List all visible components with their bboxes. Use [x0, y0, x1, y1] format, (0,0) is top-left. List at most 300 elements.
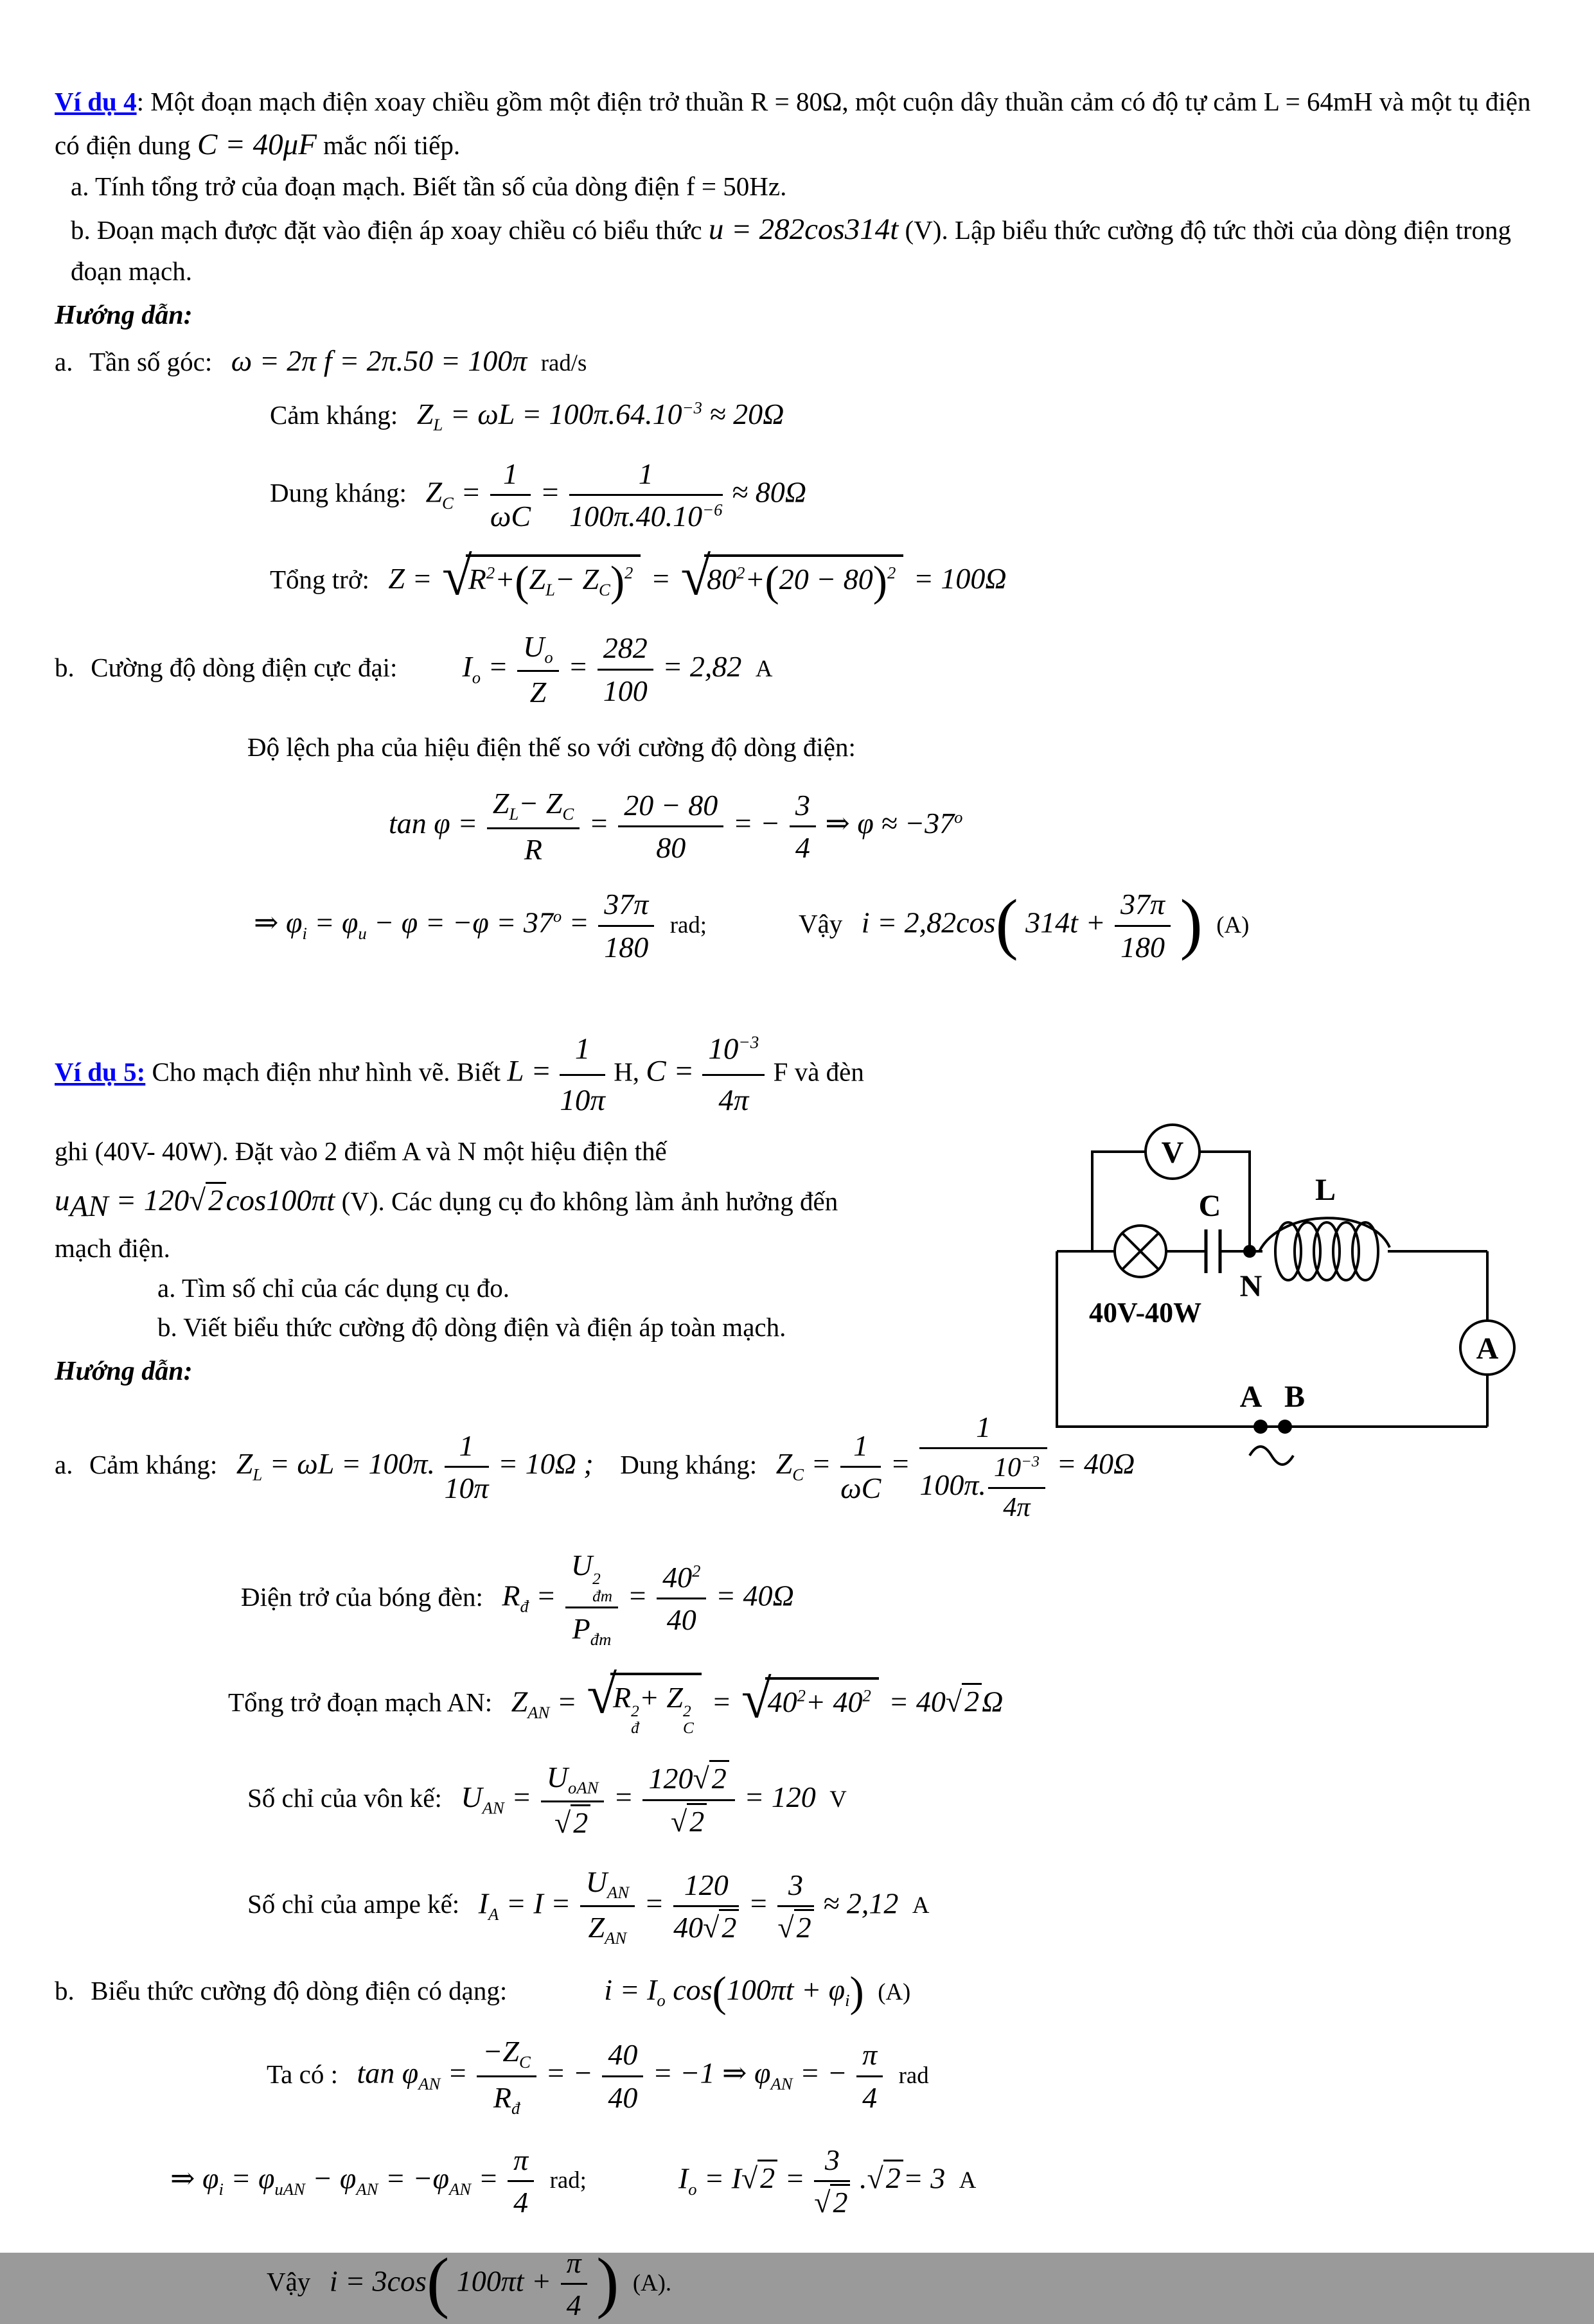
inline-sqrt	[741, 2160, 777, 2194]
math-token: tan φ	[357, 2057, 419, 2090]
denominator: 40	[666, 1603, 696, 1637]
sup-sub-stack	[683, 1703, 694, 1737]
math-token: R	[502, 1579, 520, 1612]
formula-omega	[55, 342, 1545, 380]
fraction	[600, 2036, 645, 2116]
denominator: ωC	[490, 500, 531, 533]
formula-label: Dung kháng:	[620, 1450, 757, 1480]
formula-ib: b. Biểu thức cường độ dòng điện có dạng: $i = I_o$ $\cos(100\pi t + \varphi_i)$ (A)	[55, 1969, 911, 2016]
math-token: = I =	[499, 1887, 571, 1920]
inline-sqrt	[703, 1909, 739, 1944]
fraction	[567, 455, 724, 535]
numerator	[702, 1026, 765, 1076]
example-4	[55, 82, 1545, 965]
formula-ia	[247, 1863, 1545, 1950]
subscript: L	[509, 804, 519, 824]
math-token: U	[585, 1865, 607, 1898]
list-marker: b.	[55, 1975, 75, 2005]
math-token: =	[711, 1685, 732, 1718]
unit: (A)	[878, 1978, 911, 2005]
radical-icon: √	[442, 545, 472, 606]
superscript: −3	[1021, 1453, 1040, 1471]
superscript: 2	[624, 563, 633, 583]
formula-conclusion: Vậy i = 3cos( 100πt + $\frac{\pi}{4}$ ) (A).	[267, 2244, 1545, 2324]
colon: :	[136, 87, 145, 116]
intro-text: (V). Các dụng cụ đo không làm ảnh hưởng đến	[341, 1186, 838, 1216]
subscript: C	[682, 1719, 694, 1738]
math-token: = 40Ω	[1056, 1447, 1135, 1481]
fraction	[986, 1451, 1047, 1525]
example-5-title: Ví dụ 5:	[55, 1057, 146, 1087]
denominator	[919, 1449, 1047, 1525]
square-root	[587, 1664, 701, 1738]
superscript: o	[954, 807, 963, 827]
formula-label: Số chỉ của vôn kế:	[247, 1783, 442, 1813]
denominator: 40	[608, 2081, 638, 2114]
node-label: N	[1239, 1269, 1262, 1304]
radical-icon: √	[867, 2161, 883, 2195]
math-token: 40	[673, 1911, 704, 1944]
capacitor-label: C	[1198, 1189, 1221, 1224]
voltage-math: u = 282cos314t	[708, 212, 899, 246]
inline-sqrt	[693, 1760, 729, 1795]
math-token: =	[562, 906, 589, 939]
unit: A	[959, 2167, 977, 2194]
numerator: 37π	[1115, 886, 1171, 927]
math-token: 20 − 80	[779, 562, 873, 595]
intro-text: Một đoạn mạch điện xoay chiều gồm một điện trở thuần R = 80Ω, một cuộn dây thuần cảm có độ tự cảm L = 64mH và một tụ điện có điện dung	[55, 87, 1531, 160]
superscript: 2	[736, 563, 745, 583]
subscript: AN	[527, 1702, 550, 1722]
radical-icon: √	[680, 545, 711, 606]
numerator: 1	[560, 1026, 605, 1076]
vinculum: 2	[206, 1182, 226, 1217]
math-token: 120	[648, 1762, 693, 1795]
subscript: o	[544, 647, 553, 667]
ammeter-label: A	[1476, 1332, 1499, 1366]
item-text: b. Đoạn mạch được đặt vào điện áp xoay chiều có biểu thức	[71, 215, 702, 245]
example-5	[55, 1026, 1545, 2323]
math-token: +	[495, 562, 515, 595]
math-token: = 3	[903, 2161, 946, 2195]
formula-rd	[241, 1547, 1545, 1651]
conclusion-label: Vậy	[267, 2267, 311, 2297]
math-token: i = I	[604, 1973, 657, 2006]
numerator: π	[856, 2036, 883, 2077]
math-token: = 40	[889, 1685, 946, 1718]
math-token: I	[678, 2161, 689, 2195]
math-token: = 40Ω	[715, 1579, 794, 1612]
coil-loop	[1352, 1222, 1378, 1280]
math-token: Z	[775, 1447, 793, 1481]
vinculum: 2	[794, 1909, 814, 1944]
inline-sqrt	[867, 2160, 903, 2194]
radical-icon: √	[189, 1183, 206, 1217]
math-token: +	[745, 562, 765, 595]
vinculum: $R^2+(Z_L- Z_C)^2$	[466, 554, 641, 601]
subscript: AN	[356, 2179, 378, 2199]
radical-icon: √	[814, 2186, 831, 2219]
vinculum: $80^2+(20 - 80)^2$	[704, 554, 903, 598]
subscript: đ	[511, 2099, 520, 2118]
subscript: L	[433, 415, 443, 435]
circuit-diagram	[1038, 1039, 1545, 1414]
formula-label: Điện trở của bóng đèn:	[241, 1581, 483, 1612]
list-marker: b.	[55, 652, 75, 682]
math-token: − Z	[518, 787, 563, 820]
math-token: =	[447, 2057, 468, 2090]
denominator	[477, 2077, 536, 2120]
math-token: = 100Ω	[913, 561, 1007, 595]
math-token: cos	[673, 1973, 713, 2006]
unit: A	[755, 655, 773, 682]
vinculum: 2	[962, 1683, 982, 1718]
formula-impedance	[270, 545, 1545, 609]
square-root	[442, 545, 641, 609]
math-token: =	[784, 2161, 805, 2195]
math-token: ⇒ φ	[170, 2161, 219, 2195]
guide-heading: Hướng dẫn:	[55, 300, 193, 330]
numerator	[517, 628, 559, 673]
fraction	[788, 787, 818, 867]
math-token: 40	[767, 1686, 797, 1719]
denominator: 4π	[1003, 1492, 1031, 1523]
subscript: C	[518, 2052, 531, 2072]
subscript: o	[688, 2179, 697, 2199]
math-token: U	[523, 629, 545, 663]
math-token: = −	[545, 2057, 593, 2090]
subscript: A	[488, 1904, 499, 1924]
subscript: u	[358, 923, 367, 943]
math-token: − Z	[554, 562, 599, 595]
denominator: 10π	[560, 1083, 605, 1117]
document-content	[55, 82, 1545, 2324]
inline-sqrt	[814, 2184, 850, 2219]
math-token: + Z	[639, 1680, 683, 1714]
node-dot	[1243, 1245, 1256, 1258]
subscript: C	[599, 579, 610, 599]
formula-uan	[247, 1759, 1545, 1842]
numerator: 1	[490, 455, 531, 497]
list-marker: a.	[55, 1450, 73, 1480]
math-token: =	[536, 1579, 556, 1612]
math-token: Z	[492, 787, 509, 820]
subscript: i	[302, 923, 307, 943]
radical-icon: √	[741, 2161, 758, 2195]
fraction	[506, 2142, 536, 2221]
inline-sqrt	[777, 1909, 813, 1944]
unit: (A)	[1216, 911, 1250, 938]
fraction	[700, 1026, 766, 1123]
denominator: 100	[603, 674, 648, 707]
formula-label: Ta có :	[267, 2059, 338, 2090]
fraction	[563, 1547, 620, 1651]
formula-tan	[389, 785, 1545, 868]
intro-text: F và đèn	[773, 1057, 864, 1087]
denominator	[673, 1907, 739, 1946]
example-4-title: Ví dụ 4	[55, 87, 137, 116]
inline-sqrt	[671, 1803, 707, 1838]
denominator	[777, 1907, 813, 1946]
numerator	[487, 785, 580, 829]
unit: rad/s	[540, 349, 587, 376]
subscript: L	[252, 1465, 263, 1484]
numerator: 20 − 80	[618, 787, 723, 828]
unit: A	[912, 1892, 930, 1919]
denominator	[642, 1801, 734, 1840]
subscript: C	[792, 1465, 804, 1484]
numerator: 3	[790, 787, 816, 828]
subscript: AN	[770, 2074, 793, 2094]
math-token: L =	[507, 1054, 552, 1088]
numerator: 1	[445, 1427, 489, 1468]
fraction	[578, 1863, 637, 1950]
denominator	[565, 1608, 618, 1651]
unit: rad	[898, 2062, 929, 2089]
numerator	[642, 1760, 734, 1801]
fraction	[855, 2036, 885, 2116]
math-token: U	[461, 1780, 483, 1813]
subscript: C	[562, 804, 574, 824]
math-token: U	[546, 1760, 568, 1793]
superscript: 2	[797, 1686, 806, 1705]
fraction	[539, 1759, 607, 1842]
superscript: −3	[738, 1032, 759, 1052]
example-5-intro-line4: mạch điện.	[55, 1233, 170, 1263]
voltmeter-label: V	[1161, 1136, 1184, 1170]
inductor-label: L	[1315, 1173, 1336, 1208]
math-token: = −φ	[378, 2161, 449, 2195]
subscript: đ	[520, 1596, 529, 1616]
math-token: 100πt + φ	[726, 1973, 846, 2006]
math-token: 40	[662, 1560, 693, 1594]
superscript: 2	[631, 1702, 639, 1720]
vinculum: 2	[687, 1803, 707, 1838]
subscript: đm	[590, 1630, 612, 1650]
superscript: 2	[862, 1686, 871, 1705]
conclusion-label: Vậy	[798, 908, 843, 938]
subscript: AN	[482, 1798, 504, 1818]
fraction	[559, 2244, 589, 2324]
subscript: AN	[607, 1882, 630, 1902]
formula-label: Số chỉ của ampe kế:	[247, 1889, 460, 1919]
fraction	[596, 886, 656, 965]
sup-sub-stack	[631, 1703, 639, 1737]
fraction	[558, 1026, 607, 1123]
subscript: C	[442, 493, 454, 513]
vinculum: 2	[719, 1909, 739, 1944]
numerator: 3	[777, 1867, 813, 1908]
math-token: 314t +	[1025, 906, 1106, 939]
math-token: =	[890, 1447, 910, 1481]
subscript: L	[545, 579, 555, 599]
math-token: Z	[425, 475, 443, 509]
inline-sqrt	[189, 1182, 226, 1217]
math-token: + 40	[805, 1686, 863, 1719]
fraction	[775, 1867, 815, 1946]
numerator	[541, 1759, 605, 1803]
numerator: 120	[673, 1867, 739, 1908]
denominator: 10π	[444, 1472, 489, 1505]
math-token: = 2,82	[662, 649, 742, 683]
denominator: Z	[529, 676, 547, 709]
item-text: (V). Lập biểu thức cường độ tức thời của dòng điện trong đoạn mạch.	[71, 215, 1512, 286]
superscript: 2	[486, 563, 495, 583]
radical-icon: √	[777, 1911, 794, 1944]
numerator: 1	[840, 1427, 881, 1468]
numerator	[988, 1451, 1045, 1489]
unit: rad;	[549, 2167, 587, 2194]
intro-text: mắc nối tiếp.	[323, 130, 461, 160]
math-token: Z =	[388, 561, 432, 595]
math-token: = φ	[306, 906, 359, 939]
fraction	[812, 2142, 852, 2221]
subscript: đm	[592, 1587, 613, 1605]
inline-sqrt	[554, 1804, 590, 1839]
formula-zl	[270, 396, 1545, 436]
fraction	[655, 1559, 708, 1639]
math-token: − φ = −φ = 37	[366, 906, 553, 939]
list-marker: a.	[55, 346, 73, 376]
formula-zan	[228, 1664, 1545, 1738]
math-token: =	[613, 1780, 633, 1813]
unit: rad;	[669, 911, 707, 938]
superscript: −3	[682, 398, 702, 418]
denominator: 4π	[718, 1083, 749, 1117]
denominator: ωC	[840, 1472, 881, 1505]
math-token: ≈ 80Ω	[732, 475, 807, 509]
terminal-b-label: B	[1284, 1380, 1306, 1414]
math-token: R	[468, 562, 486, 595]
math-token: = 10Ω ;	[498, 1447, 594, 1481]
math-token: = 120	[108, 1183, 190, 1217]
fraction	[515, 628, 561, 711]
fraction	[917, 1409, 1049, 1525]
math-token: 100π.	[919, 1468, 986, 1502]
formula-label: Cảm kháng:	[89, 1450, 218, 1480]
math-token: = −1 ⇒ φ	[652, 2057, 771, 2090]
math-token: =	[568, 649, 589, 683]
example-5-item-a: a. Tìm số chỉ của các dụng cụ đo.	[157, 1272, 510, 1303]
math-token: tan φ =	[389, 807, 478, 840]
radical-icon: √	[741, 1669, 772, 1730]
math-token: i = 2,82cos	[861, 906, 996, 939]
math-token: ω = 2π f = 2π.50 = 100π	[231, 344, 527, 377]
fraction	[616, 787, 725, 867]
formula-label: Dung kháng:	[270, 478, 407, 508]
math-token: =	[644, 1887, 664, 1920]
numerator: 1	[569, 455, 722, 497]
math-token: =	[627, 1579, 648, 1612]
subscript: i	[845, 1991, 850, 2011]
formula-label: Tần số góc:	[89, 346, 213, 376]
denominator: 80	[656, 831, 686, 865]
superscript: 2	[592, 1570, 601, 1589]
formula-tan-an	[267, 2033, 1545, 2119]
example-4-item-b	[55, 207, 1545, 292]
math-token: 100πt +	[456, 2264, 552, 2298]
radical-icon: √	[670, 1804, 687, 1838]
formula-zc	[270, 455, 1545, 535]
subscript: AN	[418, 2074, 441, 2094]
math-token: =	[478, 2161, 499, 2195]
vinculum	[765, 1677, 879, 1721]
terminal-dot-a	[1253, 1420, 1268, 1434]
formula-label: Cảm kháng:	[270, 400, 398, 430]
denominator	[569, 496, 722, 535]
intro-text: H,	[614, 1057, 640, 1087]
subscript: AN	[605, 1928, 627, 1948]
vinculum: 2	[883, 2160, 903, 2194]
radical-icon: √	[693, 1762, 709, 1795]
superscript: 2	[887, 563, 896, 583]
math-token: ⇒ φ	[254, 906, 303, 939]
fraction	[838, 1427, 883, 1507]
phase-text: Độ lệch pha của hiệu điện thế so với cường độ dòng điện:	[247, 732, 856, 762]
math-token: Z	[416, 398, 434, 430]
capacitance-math: C = 40μF	[197, 127, 317, 161]
math-token: Z	[236, 1447, 253, 1481]
fraction	[596, 629, 655, 709]
fraction	[443, 1427, 491, 1507]
superscript: 2	[692, 1561, 701, 1581]
math-token: =	[488, 649, 508, 683]
math-token: = 120	[744, 1780, 816, 1813]
subscript: i	[218, 2179, 224, 2199]
math-token: =	[556, 1685, 577, 1718]
math-token: =	[748, 1887, 768, 1920]
math-token: = −	[800, 2057, 847, 2090]
math-token: Z	[588, 1911, 605, 1944]
math-token: I	[462, 649, 472, 683]
math-token: 10	[993, 1452, 1022, 1483]
fraction	[641, 1760, 736, 1840]
radical-icon: √	[945, 1685, 962, 1718]
superscript: 2	[682, 1702, 691, 1720]
denominator: 180	[604, 930, 649, 964]
math-token: = −	[732, 807, 781, 840]
square-root	[680, 545, 903, 609]
formula-io	[55, 628, 1545, 711]
example-5-item-b: b. Viết biểu thức cường độ dòng điện và điện áp toàn mạch.	[157, 1312, 786, 1342]
numerator: π	[561, 2244, 587, 2285]
formula-label: Tổng trở:	[270, 564, 369, 594]
math-token: Ω	[982, 1685, 1004, 1718]
numerator: 37π	[598, 886, 654, 927]
example-4-intro	[55, 82, 1545, 167]
formula-phi-i: ⇒ $\varphi_i = \varphi_u - \varphi = -\varphi = 37^o$ = $\frac{37\pi}{180}$ rad; Vậy i = 2,82cos( 314t + $\frac{37\pi}{180}$ ) (A)	[254, 886, 1545, 965]
vinculum: 2	[571, 1804, 590, 1839]
example-4-item-a: a. Tính tổng trở của đoạn mạch. Biết tần số của dòng điện f = 50Hz.	[71, 172, 787, 201]
math-token: =	[811, 1447, 831, 1481]
math-token: = ωL = 100π.	[262, 1447, 436, 1481]
math-token: = ωL = 100π.64.10	[443, 398, 682, 430]
math-token: 80	[707, 562, 737, 595]
math-token: R	[493, 2081, 511, 2114]
vinculum: 2	[757, 2160, 777, 2194]
math-token: C =	[646, 1054, 695, 1088]
numerator: π	[508, 2142, 534, 2183]
square-root	[741, 1669, 879, 1732]
sup-sub-stack	[592, 1571, 612, 1605]
numerator	[565, 1547, 618, 1608]
math-token: P	[572, 1612, 590, 1646]
subscript: oAN	[568, 1777, 599, 1797]
fraction	[488, 455, 533, 535]
lamp-rating-label: 40V-40W	[1089, 1297, 1202, 1329]
math-token: Z	[529, 562, 546, 595]
inline-sqrt	[946, 1683, 982, 1718]
